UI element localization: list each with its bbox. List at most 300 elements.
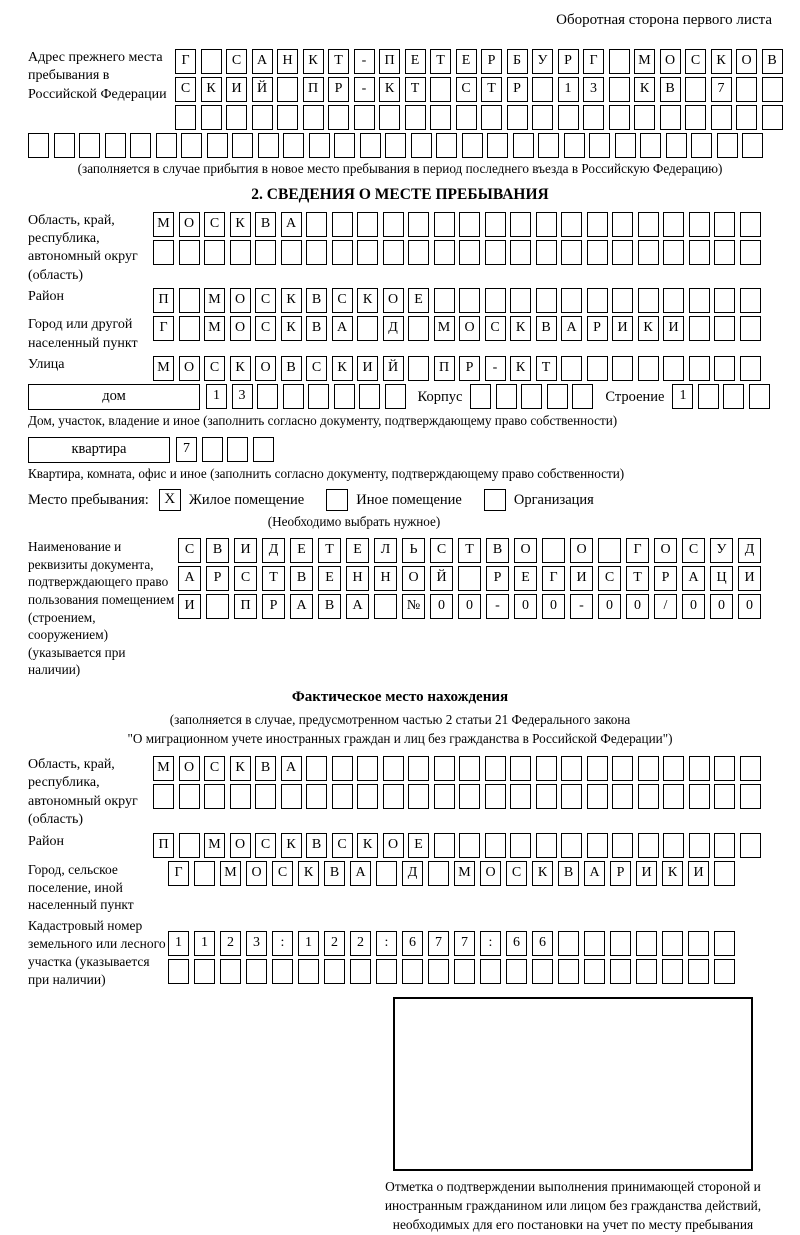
char-cell[interactable]: В bbox=[255, 756, 276, 781]
char-cell[interactable] bbox=[558, 959, 579, 984]
char-cell[interactable]: К bbox=[281, 833, 302, 858]
char-cell[interactable] bbox=[612, 212, 633, 237]
char-cell[interactable] bbox=[306, 784, 327, 809]
char-cell[interactable] bbox=[572, 384, 593, 409]
char-cell[interactable] bbox=[587, 240, 608, 265]
char-cell[interactable]: С bbox=[332, 288, 353, 313]
char-cell[interactable] bbox=[740, 316, 761, 341]
char-cell[interactable]: 2 bbox=[350, 931, 371, 956]
char-cell[interactable]: К bbox=[638, 316, 659, 341]
char-cell[interactable]: В bbox=[318, 594, 341, 619]
char-cell[interactable] bbox=[201, 49, 222, 74]
char-cell[interactable]: О bbox=[654, 538, 677, 563]
char-cell[interactable]: В bbox=[306, 288, 327, 313]
char-cell[interactable]: 0 bbox=[682, 594, 705, 619]
char-cell[interactable] bbox=[411, 133, 432, 158]
char-cell[interactable]: К bbox=[303, 49, 324, 74]
char-cell[interactable] bbox=[561, 288, 582, 313]
char-cell[interactable] bbox=[28, 133, 49, 158]
char-cell[interactable]: С bbox=[204, 212, 225, 237]
char-cell[interactable]: - bbox=[485, 356, 506, 381]
char-cell[interactable] bbox=[459, 784, 480, 809]
char-cell[interactable] bbox=[685, 105, 706, 130]
char-cell[interactable] bbox=[277, 105, 298, 130]
char-cell[interactable] bbox=[638, 288, 659, 313]
char-cell[interactable]: И bbox=[570, 566, 593, 591]
char-cell[interactable] bbox=[430, 77, 451, 102]
char-cell[interactable]: - bbox=[486, 594, 509, 619]
char-cell[interactable]: К bbox=[357, 288, 378, 313]
char-cell[interactable]: У bbox=[710, 538, 733, 563]
char-cell[interactable]: Т bbox=[262, 566, 285, 591]
char-cell[interactable] bbox=[334, 384, 355, 409]
char-cell[interactable]: Р bbox=[507, 77, 528, 102]
char-cell[interactable] bbox=[481, 105, 502, 130]
char-cell[interactable] bbox=[383, 784, 404, 809]
char-cell[interactable] bbox=[736, 77, 757, 102]
char-cell[interactable]: 1 bbox=[298, 931, 319, 956]
char-cell[interactable] bbox=[638, 756, 659, 781]
char-cell[interactable] bbox=[762, 77, 783, 102]
char-cell[interactable]: М bbox=[204, 288, 225, 313]
char-cell[interactable] bbox=[740, 288, 761, 313]
char-cell[interactable] bbox=[532, 77, 553, 102]
char-cell[interactable]: Е bbox=[346, 538, 369, 563]
char-cell[interactable]: С bbox=[234, 566, 257, 591]
char-cell[interactable] bbox=[558, 105, 579, 130]
char-cell[interactable] bbox=[255, 240, 276, 265]
char-cell[interactable] bbox=[309, 133, 330, 158]
char-cell[interactable] bbox=[485, 212, 506, 237]
char-cell[interactable] bbox=[589, 133, 610, 158]
char-cell[interactable]: 7 bbox=[428, 931, 449, 956]
char-cell[interactable] bbox=[204, 240, 225, 265]
char-cell[interactable]: Р bbox=[328, 77, 349, 102]
char-cell[interactable] bbox=[587, 756, 608, 781]
char-cell[interactable]: Б bbox=[507, 49, 528, 74]
char-cell[interactable]: В bbox=[206, 538, 229, 563]
char-cell[interactable]: Р bbox=[610, 861, 631, 886]
char-cell[interactable]: В bbox=[660, 77, 681, 102]
char-cell[interactable] bbox=[762, 105, 783, 130]
char-cell[interactable]: И bbox=[663, 316, 684, 341]
char-cell[interactable] bbox=[385, 384, 406, 409]
char-cell[interactable] bbox=[405, 105, 426, 130]
char-cell[interactable] bbox=[612, 756, 633, 781]
char-cell[interactable]: Т bbox=[481, 77, 502, 102]
char-cell[interactable] bbox=[612, 356, 633, 381]
char-cell[interactable] bbox=[698, 384, 719, 409]
char-cell[interactable] bbox=[306, 212, 327, 237]
char-cell[interactable]: В bbox=[281, 356, 302, 381]
char-cell[interactable]: Р bbox=[486, 566, 509, 591]
char-cell[interactable]: И bbox=[688, 861, 709, 886]
char-cell[interactable] bbox=[740, 356, 761, 381]
char-cell[interactable]: В bbox=[762, 49, 783, 74]
char-cell[interactable]: Т bbox=[536, 356, 557, 381]
char-cell[interactable] bbox=[610, 959, 631, 984]
char-cell[interactable]: И bbox=[738, 566, 761, 591]
char-cell[interactable] bbox=[206, 594, 229, 619]
char-cell[interactable] bbox=[272, 959, 293, 984]
char-cell[interactable] bbox=[636, 959, 657, 984]
char-cell[interactable] bbox=[207, 133, 228, 158]
char-cell[interactable] bbox=[408, 316, 429, 341]
char-cell[interactable] bbox=[374, 594, 397, 619]
char-cell[interactable] bbox=[714, 784, 735, 809]
char-cell[interactable]: С bbox=[430, 538, 453, 563]
char-cell[interactable]: С bbox=[204, 356, 225, 381]
char-cell[interactable] bbox=[487, 133, 508, 158]
char-cell[interactable]: Е bbox=[290, 538, 313, 563]
char-cell[interactable]: Г bbox=[542, 566, 565, 591]
char-cell[interactable]: И bbox=[178, 594, 201, 619]
char-cell[interactable] bbox=[740, 240, 761, 265]
char-cell[interactable] bbox=[328, 105, 349, 130]
char-cell[interactable] bbox=[376, 959, 397, 984]
char-cell[interactable]: 0 bbox=[598, 594, 621, 619]
char-cell[interactable] bbox=[408, 756, 429, 781]
char-cell[interactable] bbox=[536, 212, 557, 237]
char-cell[interactable] bbox=[436, 133, 457, 158]
char-cell[interactable]: К bbox=[230, 756, 251, 781]
char-cell[interactable] bbox=[714, 756, 735, 781]
char-cell[interactable] bbox=[663, 784, 684, 809]
char-cell[interactable]: П bbox=[303, 77, 324, 102]
char-cell[interactable] bbox=[714, 316, 735, 341]
char-cell[interactable] bbox=[587, 288, 608, 313]
char-cell[interactable]: А bbox=[178, 566, 201, 591]
char-cell[interactable]: Г bbox=[583, 49, 604, 74]
char-cell[interactable] bbox=[638, 784, 659, 809]
char-cell[interactable] bbox=[459, 833, 480, 858]
char-cell[interactable]: К bbox=[510, 316, 531, 341]
char-cell[interactable] bbox=[689, 288, 710, 313]
char-cell[interactable] bbox=[130, 133, 151, 158]
char-cell[interactable] bbox=[666, 133, 687, 158]
char-cell[interactable]: О bbox=[246, 861, 267, 886]
char-cell[interactable]: 1 bbox=[194, 931, 215, 956]
char-cell[interactable] bbox=[383, 212, 404, 237]
char-cell[interactable] bbox=[749, 384, 770, 409]
char-cell[interactable] bbox=[485, 240, 506, 265]
char-cell[interactable]: К bbox=[230, 212, 251, 237]
char-cell[interactable]: О bbox=[660, 49, 681, 74]
char-cell[interactable] bbox=[532, 959, 553, 984]
char-cell[interactable]: Й bbox=[252, 77, 273, 102]
char-cell[interactable]: А bbox=[252, 49, 273, 74]
char-cell[interactable]: С bbox=[598, 566, 621, 591]
char-cell[interactable] bbox=[175, 105, 196, 130]
char-cell[interactable]: 3 bbox=[232, 384, 253, 409]
char-cell[interactable] bbox=[354, 105, 375, 130]
char-cell[interactable] bbox=[561, 356, 582, 381]
char-cell[interactable] bbox=[740, 212, 761, 237]
char-cell[interactable] bbox=[332, 240, 353, 265]
char-cell[interactable]: О bbox=[736, 49, 757, 74]
char-cell[interactable]: 2 bbox=[220, 931, 241, 956]
char-cell[interactable]: К bbox=[332, 356, 353, 381]
char-cell[interactable] bbox=[428, 861, 449, 886]
char-cell[interactable] bbox=[564, 133, 585, 158]
char-cell[interactable]: 6 bbox=[506, 931, 527, 956]
char-cell[interactable] bbox=[458, 566, 481, 591]
char-cell[interactable]: А bbox=[350, 861, 371, 886]
char-cell[interactable] bbox=[332, 212, 353, 237]
char-cell[interactable] bbox=[587, 212, 608, 237]
char-cell[interactable] bbox=[226, 105, 247, 130]
char-cell[interactable]: С bbox=[685, 49, 706, 74]
char-cell[interactable]: Н bbox=[374, 566, 397, 591]
char-cell[interactable]: Г bbox=[626, 538, 649, 563]
char-cell[interactable]: К bbox=[711, 49, 732, 74]
char-cell[interactable]: 1 bbox=[672, 384, 693, 409]
char-cell[interactable]: К bbox=[379, 77, 400, 102]
char-cell[interactable]: М bbox=[153, 756, 174, 781]
char-cell[interactable] bbox=[255, 784, 276, 809]
char-cell[interactable] bbox=[510, 240, 531, 265]
char-cell[interactable] bbox=[179, 316, 200, 341]
char-cell[interactable]: О bbox=[383, 833, 404, 858]
char-cell[interactable]: 0 bbox=[710, 594, 733, 619]
char-cell[interactable]: М bbox=[220, 861, 241, 886]
char-cell[interactable] bbox=[584, 931, 605, 956]
char-cell[interactable] bbox=[740, 784, 761, 809]
char-cell[interactable] bbox=[379, 105, 400, 130]
char-cell[interactable] bbox=[350, 959, 371, 984]
char-cell[interactable] bbox=[179, 240, 200, 265]
char-cell[interactable]: И bbox=[636, 861, 657, 886]
char-cell[interactable]: М bbox=[204, 316, 225, 341]
char-cell[interactable]: О bbox=[179, 356, 200, 381]
char-cell[interactable] bbox=[408, 784, 429, 809]
char-cell[interactable]: Ь bbox=[402, 538, 425, 563]
char-cell[interactable] bbox=[536, 240, 557, 265]
char-cell[interactable] bbox=[714, 240, 735, 265]
char-cell[interactable]: 3 bbox=[583, 77, 604, 102]
char-cell[interactable]: 0 bbox=[458, 594, 481, 619]
char-cell[interactable]: К bbox=[662, 861, 683, 886]
char-cell[interactable]: Р bbox=[459, 356, 480, 381]
char-cell[interactable]: К bbox=[298, 861, 319, 886]
char-cell[interactable] bbox=[521, 384, 542, 409]
char-cell[interactable] bbox=[334, 133, 355, 158]
char-cell[interactable] bbox=[612, 288, 633, 313]
char-cell[interactable] bbox=[202, 437, 223, 462]
char-cell[interactable]: - bbox=[570, 594, 593, 619]
char-cell[interactable] bbox=[536, 288, 557, 313]
char-cell[interactable] bbox=[230, 240, 251, 265]
char-cell[interactable]: 1 bbox=[558, 77, 579, 102]
char-cell[interactable]: В bbox=[255, 212, 276, 237]
char-cell[interactable]: Д bbox=[262, 538, 285, 563]
char-cell[interactable]: Р bbox=[587, 316, 608, 341]
char-cell[interactable] bbox=[252, 105, 273, 130]
char-cell[interactable] bbox=[740, 833, 761, 858]
char-cell[interactable]: Е bbox=[405, 49, 426, 74]
char-cell[interactable] bbox=[688, 931, 709, 956]
char-cell[interactable] bbox=[561, 212, 582, 237]
char-cell[interactable] bbox=[283, 384, 304, 409]
char-cell[interactable] bbox=[615, 133, 636, 158]
char-cell[interactable]: 1 bbox=[168, 931, 189, 956]
char-cell[interactable] bbox=[298, 959, 319, 984]
char-cell[interactable] bbox=[434, 212, 455, 237]
char-cell[interactable]: С bbox=[272, 861, 293, 886]
char-cell[interactable]: 6 bbox=[402, 931, 423, 956]
char-cell[interactable] bbox=[357, 316, 378, 341]
char-cell[interactable] bbox=[308, 384, 329, 409]
char-cell[interactable] bbox=[688, 959, 709, 984]
char-cell[interactable] bbox=[689, 833, 710, 858]
char-cell[interactable] bbox=[663, 240, 684, 265]
char-cell[interactable] bbox=[408, 212, 429, 237]
char-cell[interactable]: М bbox=[454, 861, 475, 886]
char-cell[interactable]: О bbox=[570, 538, 593, 563]
char-cell[interactable]: 7 bbox=[711, 77, 732, 102]
char-cell[interactable]: А bbox=[682, 566, 705, 591]
char-cell[interactable] bbox=[638, 240, 659, 265]
char-cell[interactable] bbox=[485, 288, 506, 313]
char-cell[interactable] bbox=[470, 384, 491, 409]
char-cell[interactable]: К bbox=[201, 77, 222, 102]
char-cell[interactable]: С bbox=[332, 833, 353, 858]
char-cell[interactable] bbox=[714, 833, 735, 858]
char-cell[interactable]: С bbox=[485, 316, 506, 341]
char-cell[interactable]: А bbox=[584, 861, 605, 886]
char-cell[interactable]: В bbox=[324, 861, 345, 886]
char-cell[interactable] bbox=[685, 77, 706, 102]
char-cell[interactable] bbox=[587, 356, 608, 381]
char-cell[interactable]: Т bbox=[458, 538, 481, 563]
char-cell[interactable] bbox=[536, 784, 557, 809]
char-cell[interactable] bbox=[201, 105, 222, 130]
char-cell[interactable] bbox=[583, 105, 604, 130]
char-cell[interactable]: 1 bbox=[206, 384, 227, 409]
char-cell[interactable]: О bbox=[402, 566, 425, 591]
char-cell[interactable] bbox=[561, 240, 582, 265]
char-cell[interactable] bbox=[714, 212, 735, 237]
char-cell[interactable] bbox=[740, 756, 761, 781]
char-cell[interactable] bbox=[636, 931, 657, 956]
char-cell[interactable] bbox=[227, 437, 248, 462]
char-cell[interactable] bbox=[357, 212, 378, 237]
char-cell[interactable]: К bbox=[510, 356, 531, 381]
char-cell[interactable] bbox=[434, 784, 455, 809]
char-cell[interactable]: Н bbox=[346, 566, 369, 591]
char-cell[interactable]: Д bbox=[738, 538, 761, 563]
char-cell[interactable]: Й bbox=[383, 356, 404, 381]
char-cell[interactable] bbox=[105, 133, 126, 158]
char-cell[interactable] bbox=[258, 133, 279, 158]
char-cell[interactable] bbox=[332, 784, 353, 809]
char-cell[interactable]: Т bbox=[328, 49, 349, 74]
stay-type-other-checkbox[interactable] bbox=[326, 489, 348, 511]
char-cell[interactable]: : bbox=[272, 931, 293, 956]
char-cell[interactable]: И bbox=[612, 316, 633, 341]
char-cell[interactable]: П bbox=[379, 49, 400, 74]
char-cell[interactable] bbox=[246, 959, 267, 984]
char-cell[interactable]: О bbox=[514, 538, 537, 563]
char-cell[interactable] bbox=[385, 133, 406, 158]
char-cell[interactable]: В bbox=[558, 861, 579, 886]
char-cell[interactable] bbox=[689, 356, 710, 381]
char-cell[interactable] bbox=[153, 240, 174, 265]
char-cell[interactable]: О bbox=[179, 212, 200, 237]
char-cell[interactable]: К bbox=[281, 316, 302, 341]
char-cell[interactable] bbox=[357, 784, 378, 809]
char-cell[interactable] bbox=[156, 133, 177, 158]
char-cell[interactable] bbox=[689, 756, 710, 781]
char-cell[interactable]: Е bbox=[318, 566, 341, 591]
char-cell[interactable] bbox=[536, 833, 557, 858]
char-cell[interactable] bbox=[232, 133, 253, 158]
char-cell[interactable] bbox=[714, 356, 735, 381]
char-cell[interactable] bbox=[609, 105, 630, 130]
char-cell[interactable]: А bbox=[281, 756, 302, 781]
char-cell[interactable] bbox=[714, 959, 735, 984]
char-cell[interactable] bbox=[609, 49, 630, 74]
char-cell[interactable]: Е bbox=[408, 833, 429, 858]
char-cell[interactable] bbox=[357, 240, 378, 265]
char-cell[interactable]: С bbox=[456, 77, 477, 102]
char-cell[interactable] bbox=[179, 288, 200, 313]
char-cell[interactable]: В bbox=[290, 566, 313, 591]
char-cell[interactable] bbox=[496, 384, 517, 409]
char-cell[interactable]: М bbox=[204, 833, 225, 858]
char-cell[interactable]: К bbox=[281, 288, 302, 313]
char-cell[interactable]: 7 bbox=[454, 931, 475, 956]
char-cell[interactable] bbox=[612, 833, 633, 858]
char-cell[interactable] bbox=[662, 959, 683, 984]
char-cell[interactable] bbox=[640, 133, 661, 158]
char-cell[interactable] bbox=[153, 784, 174, 809]
char-cell[interactable] bbox=[459, 212, 480, 237]
apartment-type-box[interactable]: квартира bbox=[28, 437, 170, 463]
char-cell[interactable]: 0 bbox=[514, 594, 537, 619]
char-cell[interactable] bbox=[506, 959, 527, 984]
char-cell[interactable] bbox=[179, 784, 200, 809]
char-cell[interactable]: Т bbox=[430, 49, 451, 74]
char-cell[interactable] bbox=[428, 959, 449, 984]
char-cell[interactable]: Е bbox=[408, 288, 429, 313]
char-cell[interactable] bbox=[459, 240, 480, 265]
char-cell[interactable]: / bbox=[654, 594, 677, 619]
char-cell[interactable] bbox=[561, 756, 582, 781]
char-cell[interactable]: : bbox=[376, 931, 397, 956]
char-cell[interactable]: Р bbox=[262, 594, 285, 619]
char-cell[interactable] bbox=[663, 288, 684, 313]
char-cell[interactable] bbox=[54, 133, 75, 158]
char-cell[interactable]: Е bbox=[514, 566, 537, 591]
char-cell[interactable]: 0 bbox=[626, 594, 649, 619]
char-cell[interactable] bbox=[383, 756, 404, 781]
char-cell[interactable]: Т bbox=[318, 538, 341, 563]
char-cell[interactable]: М bbox=[634, 49, 655, 74]
char-cell[interactable] bbox=[510, 212, 531, 237]
stay-type-organization-checkbox[interactable] bbox=[484, 489, 506, 511]
char-cell[interactable] bbox=[459, 288, 480, 313]
char-cell[interactable] bbox=[434, 833, 455, 858]
char-cell[interactable] bbox=[194, 861, 215, 886]
char-cell[interactable] bbox=[454, 959, 475, 984]
char-cell[interactable]: В bbox=[306, 316, 327, 341]
char-cell[interactable]: У bbox=[532, 49, 553, 74]
char-cell[interactable] bbox=[663, 212, 684, 237]
char-cell[interactable]: А bbox=[561, 316, 582, 341]
char-cell[interactable]: И bbox=[357, 356, 378, 381]
char-cell[interactable] bbox=[434, 240, 455, 265]
